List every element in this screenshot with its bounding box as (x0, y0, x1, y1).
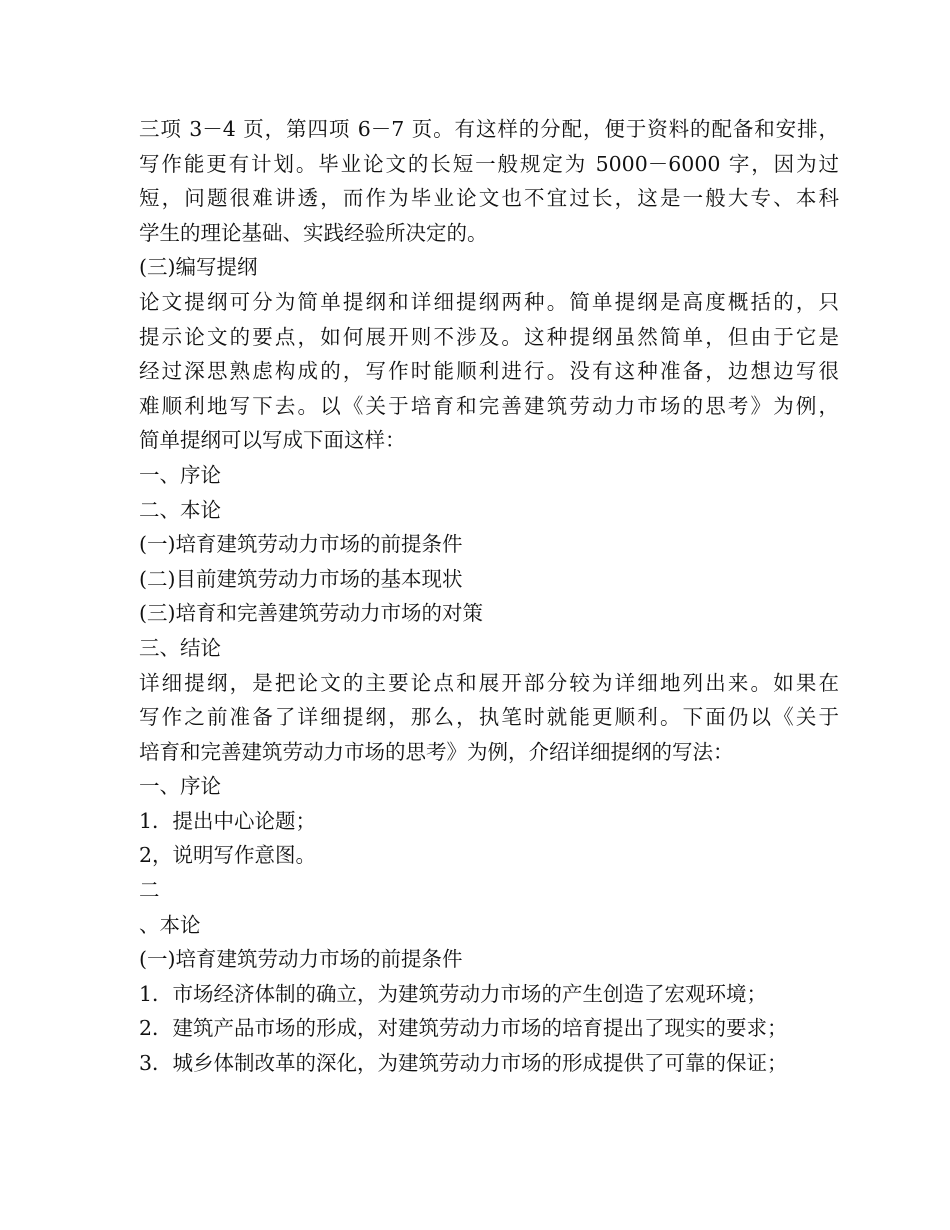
text-line: 写作之前准备了详细提纲，那么，执笔时就能更顺利。下面仍以《关于 (139, 705, 839, 730)
outline-item: 2，说明写作意图。 (139, 843, 317, 868)
outline-item: 三、结论 (139, 635, 221, 660)
outline-item: 、本论 (139, 912, 201, 937)
text-line: 学生的理论基础、实践经验所决定的。 (139, 220, 488, 245)
text-line: 提示论文的要点，如何展开则不涉及。这种提纲虽然简单，但由于它是 (139, 324, 839, 349)
text-line: 培育和完善建筑劳动力市场的思考》为例，介绍详细提纲的写法： (139, 739, 734, 764)
outline-item: 二 (139, 878, 160, 903)
outline-item: 一、序论 (139, 462, 221, 487)
text-line: 三项 3－4 页，第四项 6－7 页。有这样的分配，便于资料的配备和安排， (139, 117, 839, 141)
text-line: 写作能更有计划。毕业论文的长短一般规定为 5000－6000 字，因为过 (139, 151, 839, 176)
outline-item: (三)培育和完善建筑劳动力市场的对策 (139, 601, 483, 626)
text-line: 难顺利地写下去。以《关于培育和完善建筑劳动力市场的思考》为例， (139, 393, 839, 418)
section-heading: (三)编写提纲 (139, 255, 258, 280)
outline-item: 二、本论 (139, 497, 221, 522)
text-line: 详细提纲，是把论文的主要论点和展开部分较为详细地列出来。如果在 (139, 670, 839, 695)
outline-item: 2．建筑产品市场的形成，对建筑劳动力市场的培育提出了现实的要求； (139, 1016, 788, 1041)
outline-item: (一)培育建筑劳动力市场的前提条件 (139, 947, 463, 972)
text-line: 短，问题很难讲透，而作为毕业论文也不宜过长，这是一般大专、本科 (139, 186, 839, 211)
outline-item: 1．提出中心论题； (139, 808, 317, 833)
outline-item: 3．城乡体制改革的深化，为建筑劳动力市场的形成提供了可靠的保证； (139, 1051, 788, 1076)
outline-item: 一、序论 (139, 774, 221, 799)
text-line: 简单提纲可以写成下面这样： (139, 428, 406, 453)
text-line: 论文提纲可分为简单提纲和详细提纲两种。简单提纲是高度概括的，只 (139, 289, 839, 314)
outline-item: (一)培育建筑劳动力市场的前提条件 (139, 532, 463, 557)
text-line: 经过深思熟虑构成的，写作时能顺利进行。没有这种准备，边想边写很 (139, 359, 839, 384)
document-body (139, 112, 839, 1081)
outline-item: (二)目前建筑劳动力市场的基本现状 (139, 566, 463, 591)
outline-item: 1．市场经济体制的确立，为建筑劳动力市场的产生创造了宏观环境； (139, 981, 768, 1006)
